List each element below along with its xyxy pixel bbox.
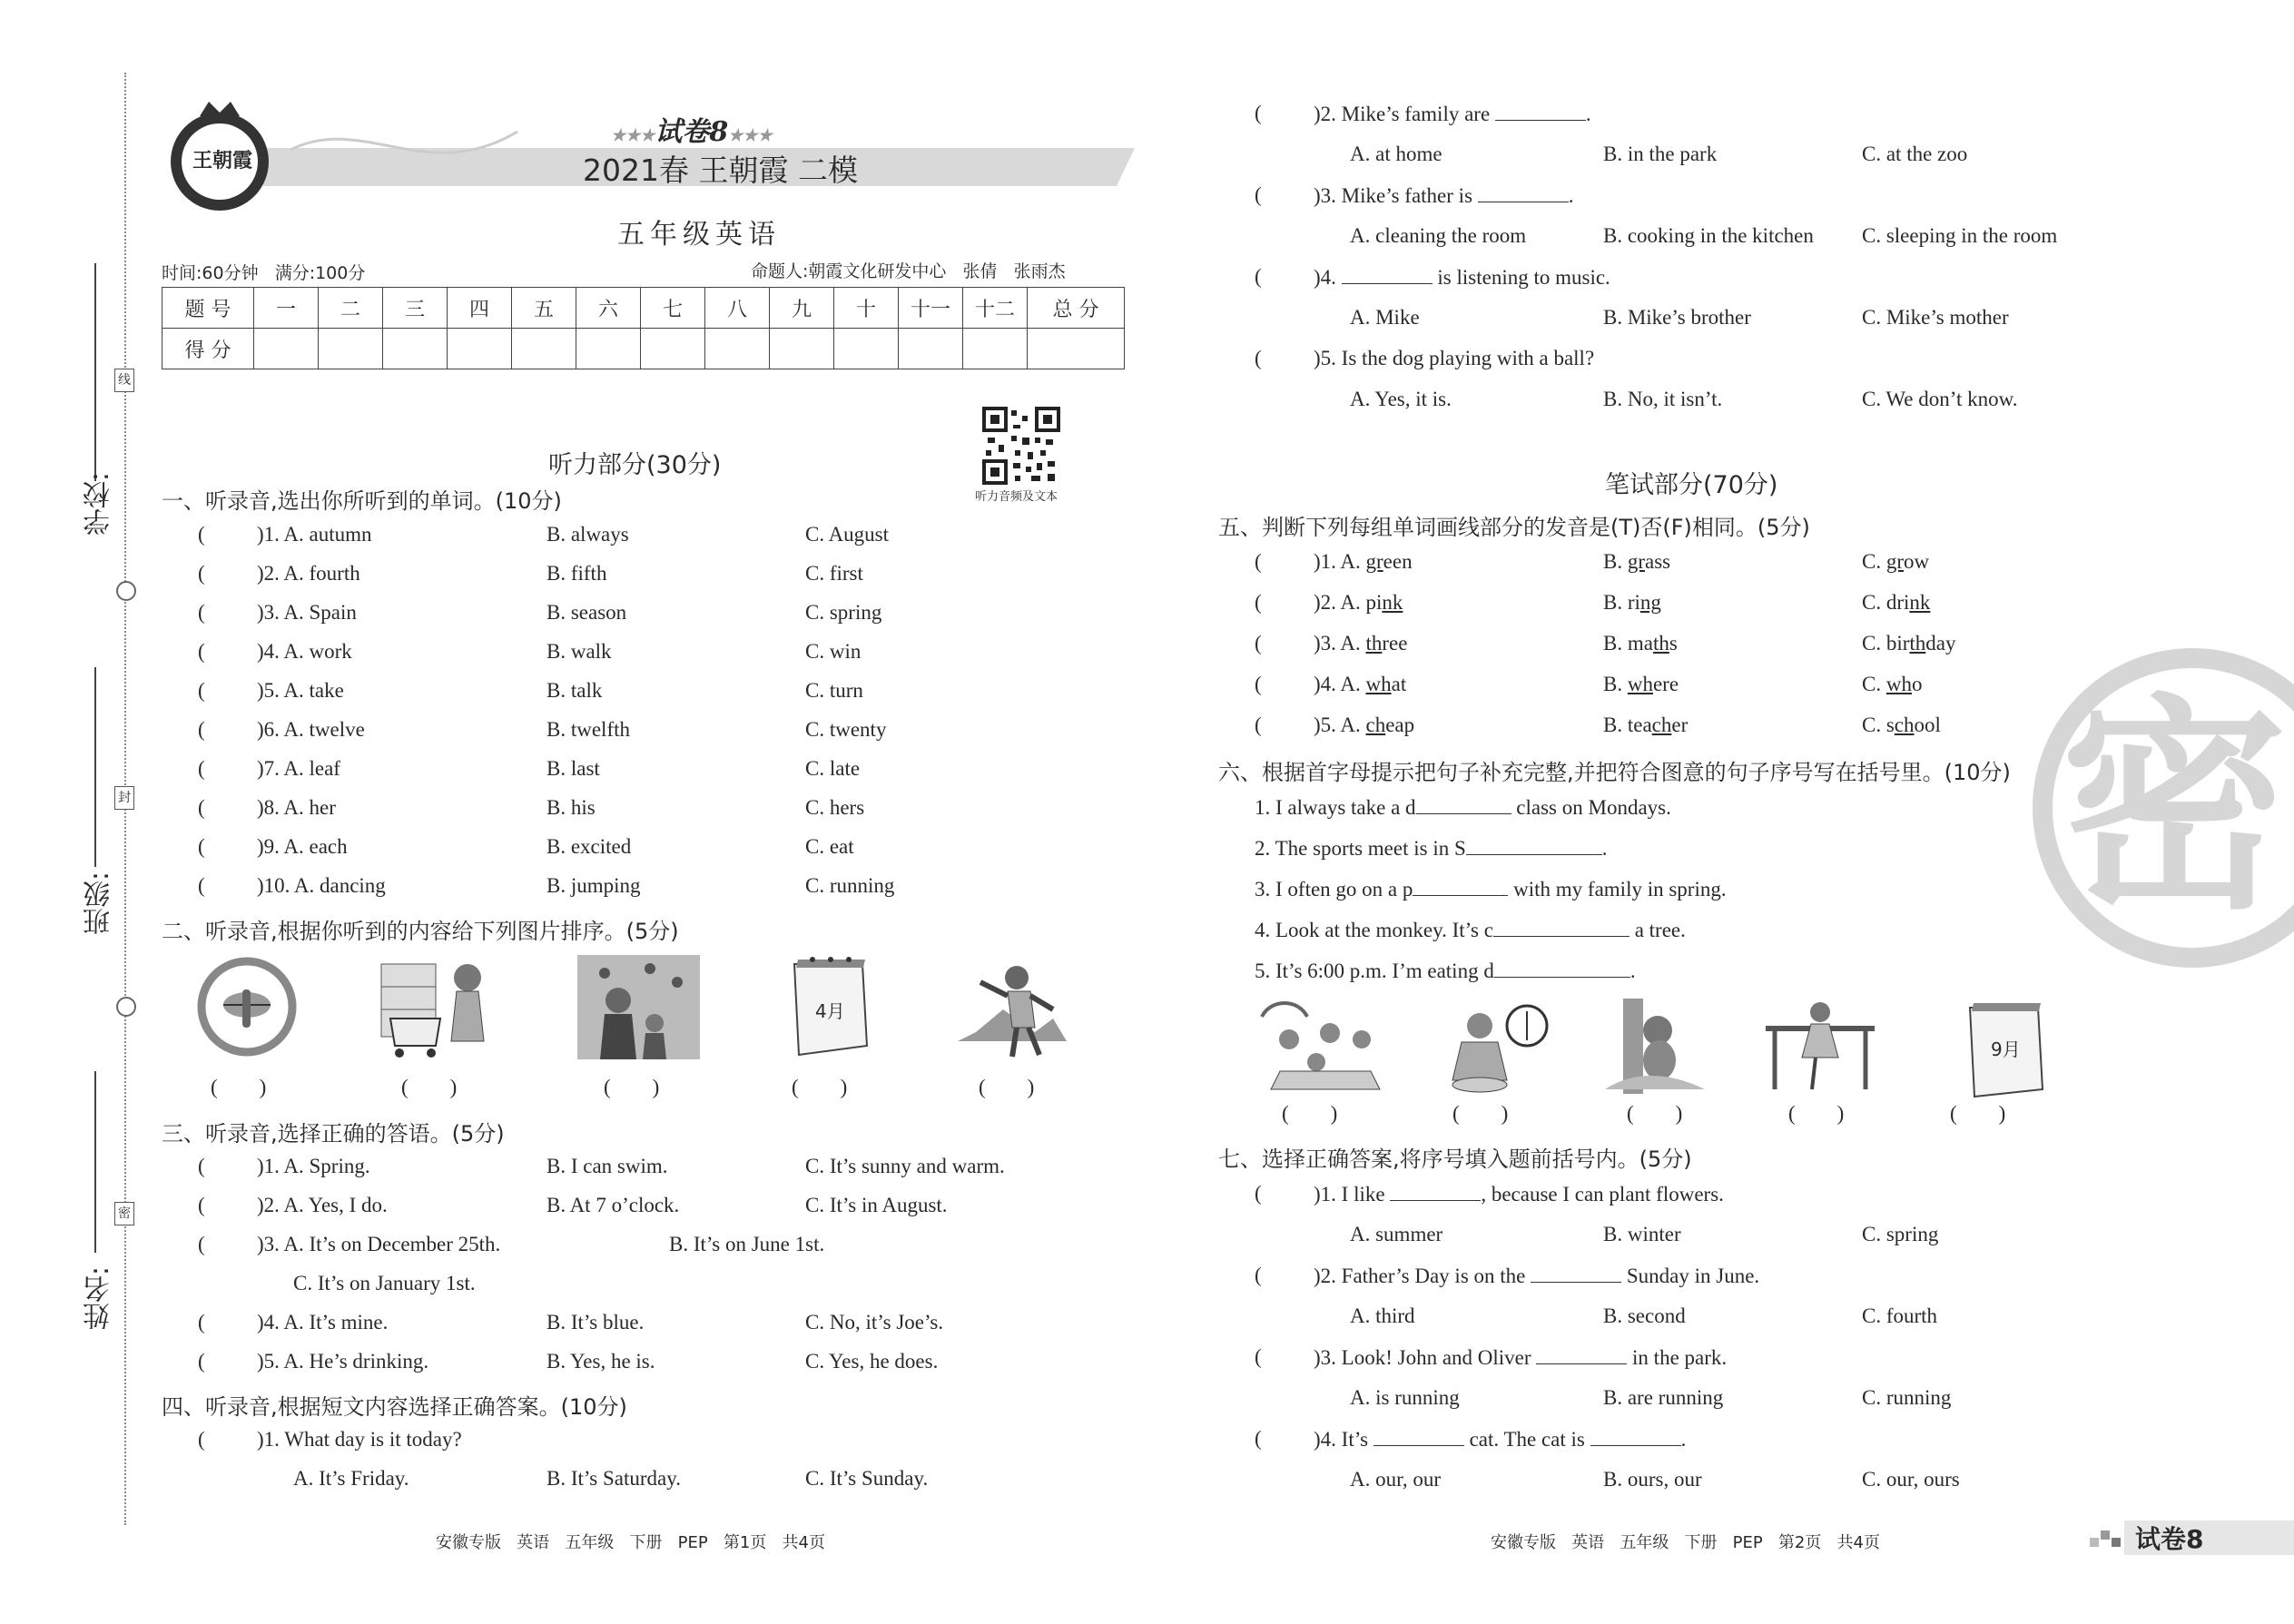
s5-q5-b: B. teacher: [1603, 714, 1689, 736]
s7-q3-b: B. are running: [1603, 1386, 1724, 1409]
answer-paren[interactable]: (: [198, 718, 205, 741]
qr-caption: 听力音频及文本: [975, 490, 1058, 504]
footer-page1: 安徽专版 英语 五年级 下册 PEP 第1页 共4页: [436, 1533, 825, 1552]
s5-q4-b: B. where: [1603, 673, 1679, 695]
s4-title: 四、听录音,根据短文内容选择正确答案。(10分): [162, 1394, 627, 1420]
school-label: 学校:: [84, 472, 115, 536]
s2-paren-1[interactable]: ( ): [211, 1076, 267, 1098]
s2-paren-2[interactable]: ( ): [401, 1076, 458, 1098]
score-cell[interactable]: [448, 329, 512, 369]
qr-code-icon: [982, 407, 1060, 485]
boy-playing-picture-icon: [949, 955, 1076, 1059]
s4-q1-a: A. It’s Friday.: [293, 1467, 409, 1490]
score-cell[interactable]: [641, 329, 705, 369]
s1-q8-a: )8. A. her: [257, 796, 336, 819]
s1-q4-b: B. walk: [546, 640, 612, 663]
score-table-col: 十一: [899, 288, 963, 329]
s4-q5-a: A. Yes, it is.: [1350, 388, 1452, 410]
answer-paren[interactable]: (: [198, 1233, 205, 1255]
s5-q2-b: B. ring: [1603, 591, 1661, 614]
s5-q1-a: )1. A. green: [1314, 550, 1413, 573]
score-table-col: 十: [834, 288, 899, 329]
score-table-header-row: [162, 288, 1125, 329]
s1-q9-b: B. excited: [546, 835, 632, 858]
footer-page2: 安徽专版 英语 五年级 下册 PEP 第2页 共4页: [1491, 1533, 1880, 1552]
class-label: 班级:: [84, 871, 115, 936]
s2-paren-4[interactable]: ( ): [792, 1076, 848, 1098]
s1-q8-c: C. hers: [805, 796, 865, 819]
s3-q5-c: C. Yes, he does.: [805, 1350, 939, 1373]
s1-q2-a: )2. A. fourth: [257, 562, 360, 585]
exam-name: 2021春 王朝霞 二模: [583, 153, 858, 188]
s3-q4-a: )4. A. It’s mine.: [257, 1311, 389, 1334]
s4-q4-c: C. Mike’s mother: [1862, 306, 2009, 329]
score-table-col: 四: [448, 288, 512, 329]
family-picnic-picture-icon: [1253, 999, 1393, 1094]
answer-paren[interactable]: (: [198, 679, 205, 702]
answer-paren[interactable]: (: [198, 523, 205, 546]
s5-q4-a: )4. A. what: [1314, 673, 1407, 695]
listening-title: 听力部分(30分): [548, 451, 722, 479]
s1-q1-b: B. always: [546, 523, 629, 546]
answer-paren[interactable]: (: [198, 1194, 205, 1216]
s6-paren-4[interactable]: ( ): [1788, 1102, 1845, 1125]
calendar-september-label: 9月: [1991, 1038, 2021, 1060]
s7-q3-c: C. running: [1862, 1386, 1952, 1409]
s2-title: 二、听录音,根据你听到的内容给下列图片排序。(5分): [162, 919, 679, 944]
s4-q4-a: A. Mike: [1350, 306, 1420, 329]
s1-q7-a: )7. A. leaf: [257, 757, 340, 780]
s5-q5-a: )5. A. cheap: [1314, 714, 1415, 736]
s5-q3-a: )3. A. three: [1314, 632, 1408, 655]
score-table-col: 总 分: [1028, 288, 1125, 329]
s3-q5-b: B. Yes, he is.: [546, 1350, 655, 1373]
answer-paren[interactable]: (: [198, 1350, 205, 1373]
s7-q4-c: C. our, ours: [1862, 1468, 1960, 1491]
s3-q2-b: B. At 7 o’clock.: [546, 1194, 680, 1216]
s7-q3-a: A. is running: [1350, 1386, 1460, 1409]
score-table-header-label: 题 号: [162, 288, 254, 329]
s6-paren-5[interactable]: ( ): [1950, 1102, 2006, 1125]
binding-hole-icon: [116, 581, 136, 601]
s4-q1-c: C. It’s Sunday.: [805, 1467, 929, 1490]
answer-paren[interactable]: (: [1255, 1264, 1262, 1286]
s7-q1-b: B. winter: [1603, 1223, 1681, 1245]
answer-paren[interactable]: (: [1255, 102, 1262, 124]
s1-q3-c: C. spring: [805, 601, 882, 624]
answer-paren[interactable]: (: [198, 601, 205, 624]
s7-q2-a: A. third: [1350, 1304, 1415, 1327]
s5-q1-c: C. grow: [1862, 550, 1930, 573]
answer-paren[interactable]: (: [1255, 591, 1262, 614]
s5-q1-b: B. grass: [1603, 550, 1671, 573]
answer-paren[interactable]: (: [1255, 183, 1262, 206]
answer-paren[interactable]: (: [198, 640, 205, 663]
s5-q5-c: C. school: [1862, 714, 1941, 736]
s1-title: 一、听录音,选出你所听到的单词。(10分): [162, 488, 562, 514]
authors: 命题人:朝霞文化研发中心 张倩 张雨杰: [751, 261, 1066, 281]
s1-q2-b: B. fifth: [546, 562, 607, 585]
s7-q2-c: C. fourth: [1862, 1304, 1938, 1327]
s3-q1-b: B. I can swim.: [546, 1155, 668, 1177]
score-table-col: 五: [512, 288, 576, 329]
answer-paren[interactable]: (: [1255, 1182, 1262, 1205]
school-line: [94, 263, 96, 481]
s5-q2-c: C. drink: [1862, 591, 1931, 614]
family-picking-apples-picture-icon: [577, 955, 700, 1059]
s1-q8-b: B. his: [546, 796, 596, 819]
s4-q3-b: B. cooking in the kitchen: [1603, 224, 1814, 247]
score-table-score-label: 得 分: [162, 329, 254, 369]
s4-q2-a: A. at home: [1350, 143, 1442, 165]
answer-paren[interactable]: (: [198, 874, 205, 897]
watermark-text: 密: [2061, 675, 2288, 940]
s1-q5-c: C. turn: [805, 679, 863, 702]
monkey-tree-picture-icon: [1605, 999, 1705, 1094]
score-table-col: 八: [705, 288, 770, 329]
s5-title: 五、判断下列每组单词画线部分的发音是(T)否(F)相同。(5分): [1218, 515, 1810, 540]
s4-q5-b: B. No, it isn’t.: [1603, 388, 1723, 410]
s7-q1-c: C. spring: [1862, 1223, 1939, 1245]
s5-q4-c: C. who: [1862, 673, 1923, 695]
s1-q10-b: B. jumping: [546, 874, 641, 897]
s4-q1-stem: )1. What day is it today?: [257, 1428, 462, 1451]
s4-q3-a: A. cleaning the room: [1350, 224, 1527, 247]
score-cell[interactable]: [963, 329, 1028, 369]
s6-paren-1[interactable]: ( ): [1282, 1102, 1338, 1125]
s1-q6-c: C. twenty: [805, 718, 887, 741]
s1-q4-a: )4. A. work: [257, 640, 352, 663]
subject-title: 五年级英语: [617, 219, 781, 251]
s1-q4-c: C. win: [805, 640, 861, 663]
s4-q2-b: B. in the park: [1603, 143, 1718, 165]
answer-paren[interactable]: (: [1255, 1427, 1262, 1450]
answer-paren[interactable]: (: [198, 757, 205, 780]
s1-q6-b: B. twelfth: [546, 718, 630, 741]
s2-paren-3[interactable]: ( ): [604, 1076, 660, 1098]
score-table-col: 十二: [963, 288, 1028, 329]
s1-q5-b: B. talk: [546, 679, 603, 702]
s5-q2-a: )2. A. pink: [1314, 591, 1403, 614]
s3-q5-a: )5. A. He’s drinking.: [257, 1350, 429, 1373]
s1-q7-c: C. late: [805, 757, 861, 780]
s7-title: 七、选择正确答案,将序号填入题前括号内。(5分): [1218, 1147, 1692, 1172]
score-cell[interactable]: [770, 329, 834, 369]
s4-q2-stem: )2. Mike’s family are .: [1314, 103, 1591, 125]
answer-paren[interactable]: (: [198, 562, 205, 585]
s1-q1-a: )1. A. autumn: [257, 523, 372, 546]
s4-q2-c: C. at the zoo: [1862, 143, 1968, 165]
s3-q2-c: C. It’s in August.: [805, 1194, 948, 1216]
s7-q1-stem: )1. I like , because I can plant flowers.: [1314, 1183, 1724, 1206]
s1-q7-b: B. last: [546, 757, 600, 780]
answer-paren[interactable]: (: [1255, 347, 1262, 369]
s4-q3-stem: )3. Mike’s father is .: [1314, 184, 1574, 207]
score-table-col: 二: [319, 288, 383, 329]
s5-q3-b: B. maths: [1603, 632, 1678, 655]
s1-q10-a: )10. A. dancing: [257, 874, 386, 897]
answer-paren[interactable]: (: [198, 1311, 205, 1334]
score-table-col: 九: [770, 288, 834, 329]
answer-paren[interactable]: (: [1255, 265, 1262, 288]
answer-paren[interactable]: (: [1255, 1345, 1262, 1368]
score-table-col: 一: [254, 288, 319, 329]
s6-line-4[interactable]: 4. Look at the monkey. It’s c a tree.: [1255, 919, 1686, 941]
mark-dense: 密: [114, 1202, 134, 1225]
writing-title: 笔试部分(70分): [1605, 471, 1778, 499]
answer-paren[interactable]: (: [1255, 673, 1262, 695]
name-label: 姓名:: [84, 1266, 115, 1331]
score-table: [162, 287, 1125, 369]
lips-hush-picture-icon: [195, 955, 300, 1059]
s7-q3-stem: )3. Look! John and Oliver in the park.: [1314, 1346, 1728, 1369]
binding-hole-icon: [116, 997, 136, 1017]
s3-q3-a: )3. A. It’s on December 25th.: [257, 1233, 501, 1255]
s6-line-5[interactable]: 5. It’s 6:00 p.m. I’m eating d .: [1255, 960, 1636, 982]
score-cell[interactable]: [576, 329, 641, 369]
shopping-cart-picture-icon: [377, 955, 499, 1059]
s3-q4-b: B. It’s blue.: [546, 1311, 645, 1334]
s4-q1-b: B. It’s Saturday.: [546, 1467, 681, 1490]
score-cell[interactable]: [899, 329, 963, 369]
s1-q9-c: C. eat: [805, 835, 854, 858]
score-table-col: 三: [383, 288, 448, 329]
s2-paren-5[interactable]: ( ): [979, 1076, 1035, 1098]
s6-line-3[interactable]: 3. I often go on a p with my family in spring.: [1255, 878, 1727, 901]
answer-paren[interactable]: (: [198, 1155, 205, 1177]
footer-badge: 试卷8: [2135, 1524, 2204, 1554]
s4-q3-c: C. sleeping in the room: [1862, 224, 2058, 247]
s1-q6-a: )6. A. twelve: [257, 718, 365, 741]
score-cell[interactable]: [319, 329, 383, 369]
score-cell[interactable]: [383, 329, 448, 369]
time-score: 时间:60分钟 满分:100分: [162, 263, 366, 283]
s7-q4-a: A. our, our: [1350, 1468, 1442, 1491]
class-line: [94, 667, 96, 867]
answer-paren[interactable]: (: [198, 1428, 205, 1451]
s7-q2-b: B. second: [1603, 1304, 1686, 1327]
score-cell[interactable]: [254, 329, 319, 369]
s1-q10-c: C. running: [805, 874, 895, 897]
s4-q5-c: C. We don’t know.: [1862, 388, 2018, 410]
name-line: [94, 1071, 96, 1253]
s7-q2-stem: )2. Father’s Day is on the Sunday in June.: [1314, 1265, 1760, 1287]
score-cell[interactable]: [1028, 329, 1125, 369]
s1-q3-a: )3. A. Spain: [257, 601, 357, 624]
answer-paren[interactable]: (: [198, 796, 205, 819]
s3-q1-c: C. It’s sunny and warm.: [805, 1155, 1005, 1177]
s3-q2-a: )2. A. Yes, I do.: [257, 1194, 388, 1216]
score-table-col: 六: [576, 288, 641, 329]
answer-paren[interactable]: (: [1255, 714, 1262, 736]
score-table-score-row: [162, 329, 1125, 369]
s1-q3-b: B. season: [546, 601, 627, 624]
calendar-april-label: 4月: [815, 1000, 845, 1022]
s3-q3-c: C. It’s on January 1st.: [293, 1272, 476, 1294]
s3-title: 三、听录音,选择正确的答语。(5分): [162, 1121, 505, 1147]
score-cell[interactable]: [705, 329, 770, 369]
s7-q4-b: B. ours, our: [1603, 1468, 1702, 1491]
score-table-col: 七: [641, 288, 705, 329]
s1-q1-c: C. August: [805, 523, 890, 546]
s4-q5-stem: )5. Is the dog playing with a ball?: [1314, 347, 1595, 369]
s6-title: 六、根据首字母提示把句子补充完整,并把符合图意的句子序号写在括号里。(10分): [1218, 760, 2011, 785]
s6-line-1[interactable]: 1. I always take a d class on Mondays.: [1255, 796, 1671, 819]
s5-q3-c: C. birthday: [1862, 632, 1956, 655]
s3-q1-a: )1. A. Spring.: [257, 1155, 370, 1177]
footer-badge-squares-icon: [2088, 1525, 2124, 1552]
series-label: ★★★试卷8★★★: [611, 116, 773, 148]
s1-q2-c: C. first: [805, 562, 863, 585]
score-cell[interactable]: [834, 329, 899, 369]
s4-q4-b: B. Mike’s brother: [1603, 306, 1751, 329]
answer-paren[interactable]: (: [1255, 550, 1262, 573]
answer-paren[interactable]: (: [1255, 632, 1262, 655]
s6-paren-2[interactable]: ( ): [1452, 1102, 1509, 1125]
s6-paren-3[interactable]: ( ): [1627, 1102, 1683, 1125]
s3-q3-b: B. It’s on June 1st.: [669, 1233, 825, 1255]
score-cell[interactable]: [512, 329, 576, 369]
answer-paren[interactable]: (: [198, 835, 205, 858]
girl-eating-clock-picture-icon: [1443, 999, 1552, 1094]
s7-q4-stem: )4. It’s cat. The cat is .: [1314, 1428, 1687, 1451]
girl-dancing-picture-icon: [1761, 999, 1879, 1094]
mark-seal: 封: [114, 786, 134, 810]
mark-line: 线: [114, 369, 134, 392]
s3-q4-c: C. No, it’s Joe’s.: [805, 1311, 944, 1334]
s7-q1-a: A. summer: [1350, 1223, 1443, 1245]
logo-text: 王朝霞: [192, 150, 252, 172]
s6-line-2[interactable]: 2. The sports meet is in S .: [1255, 837, 1608, 860]
s1-q5-a: )5. A. take: [257, 679, 344, 702]
s4-q4-stem: )4. is listening to music.: [1314, 266, 1610, 289]
s1-q9-a: )9. A. each: [257, 835, 348, 858]
